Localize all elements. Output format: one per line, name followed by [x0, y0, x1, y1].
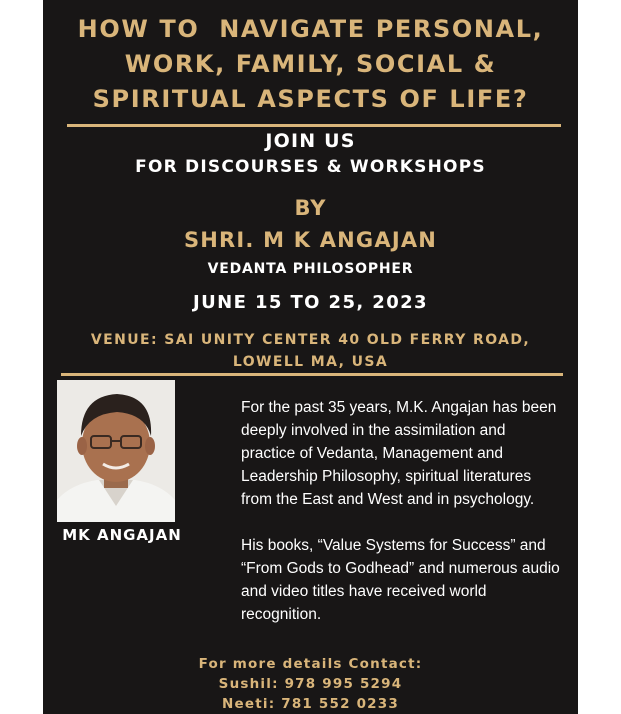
event-flyer [43, 0, 578, 714]
headline-line-1: HOW TO NAVIGATE PERSONAL, [77, 15, 544, 43]
speaker-portrait-image [57, 380, 175, 522]
speaker-photo [57, 380, 175, 522]
headline-line-3: SPIRITUAL ASPECTS OF LIFE? [92, 85, 529, 113]
bio-paragraph-1: For the past 35 years, M.K. Angajan has been deeply involved in the assimilation and practice of Vedanta, Management and Leadership Philosophy, spiritual literatures from the East and West and in psychology. [241, 399, 557, 508]
bio-paragraph-2: His books, “Value Systems for Success” and “From Gods to Godhead” and numerous audio and video titles have received world recognition. [241, 537, 560, 623]
headline-line-2: WORK, FAMILY, SOCIAL & [124, 50, 497, 78]
contact-neeti: Neeti: 781 552 0233 [222, 696, 399, 712]
venue-line-1: VENUE: SAI UNITY CENTER 40 OLD FERRY ROAD, [90, 332, 531, 348]
speaker-name: SHRI. M K ANGAJAN [183, 228, 438, 252]
discourses-text: FOR DISCOURSES & WORKSHOPS [135, 157, 486, 177]
join-us-text: JOIN US [265, 130, 356, 152]
venue-line-2: LOWELL MA, USA [232, 354, 389, 370]
contact-sushil: Sushil: 978 995 5294 [218, 676, 403, 692]
by-text: BY [294, 196, 327, 220]
headline [43, 12, 578, 117]
venue [43, 329, 578, 373]
photo-caption: MK ANGAJAN [62, 526, 182, 544]
event-dates: JUNE 15 TO 25, 2023 [193, 292, 428, 313]
speaker-bio [241, 396, 561, 649]
divider-top [67, 124, 561, 127]
contact-heading: For more details Contact: [198, 656, 423, 672]
divider-bottom [61, 373, 563, 376]
speaker-title: VEDANTA PHILOSOPHER [207, 261, 414, 277]
